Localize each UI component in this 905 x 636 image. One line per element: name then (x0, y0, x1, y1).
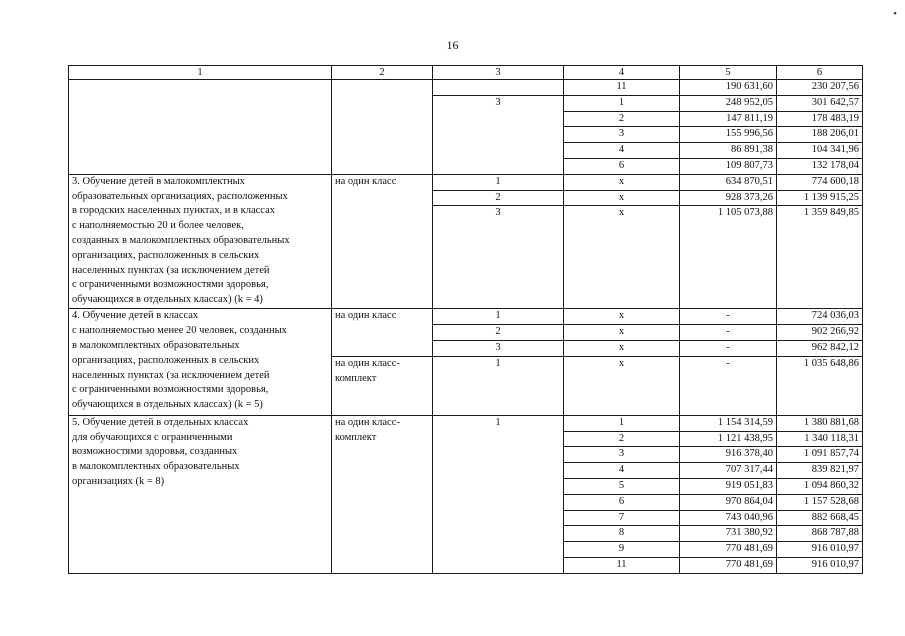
unit-cell: на один класс- комплект (332, 415, 433, 573)
value-cell-6: 188 206,01 (777, 127, 863, 143)
subgroup-cell: 2 (564, 111, 680, 127)
value-cell-5: 970 864,04 (680, 494, 777, 510)
value-cell-6: 1 359 849,85 (777, 206, 863, 309)
grade-cell: 1 (433, 174, 564, 190)
header-cell: 3 (433, 66, 564, 80)
value-cell-5: 1 154 314,59 (680, 415, 777, 431)
value-cell-5: 1 121 438,95 (680, 431, 777, 447)
value-cell-6: 1 340 118,31 (777, 431, 863, 447)
header-cell: 1 (69, 66, 332, 80)
value-cell-5: - (680, 340, 777, 356)
subgroup-cell: 8 (564, 526, 680, 542)
unit-cell: на один класс (332, 309, 433, 356)
header-cell: 6 (777, 66, 863, 80)
value-cell-5: 86 891,38 (680, 143, 777, 159)
subgroup-cell: 11 (564, 557, 680, 573)
value-cell-5: 770 481,69 (680, 542, 777, 558)
value-cell-5: 770 481,69 (680, 557, 777, 573)
value-cell-5: 147 811,19 (680, 111, 777, 127)
scan-mark: • (893, 8, 897, 20)
grade-cell: 2 (433, 190, 564, 206)
value-cell-6: 774 600,18 (777, 174, 863, 190)
value-cell-6: 1 035 648,86 (777, 356, 863, 415)
value-cell-5: 634 870,51 (680, 174, 777, 190)
value-cell-6: 962 842,12 (777, 340, 863, 356)
header-row (69, 66, 863, 80)
cost-table (68, 65, 863, 574)
value-cell-6: 1 139 915,25 (777, 190, 863, 206)
value-cell-5: 731 380,92 (680, 526, 777, 542)
value-cell-6: 916 010,97 (777, 542, 863, 558)
value-cell-5: 707 317,44 (680, 463, 777, 479)
page-number: 16 (446, 38, 459, 52)
subgroup-cell: 7 (564, 510, 680, 526)
grade-cell (433, 80, 564, 96)
unit-cell-continued (332, 80, 433, 175)
header-cell: 2 (332, 66, 433, 80)
value-cell-6: 1 380 881,68 (777, 415, 863, 431)
unit-cell: на один класс- комплект (332, 356, 433, 415)
value-cell-5: 1 105 073,88 (680, 206, 777, 309)
table-row (69, 309, 863, 325)
value-cell-5: - (680, 309, 777, 325)
value-cell-5: - (680, 325, 777, 341)
category-title-5: 5. Обучение детей в отдельных классах для обучающихся с ограниченными возможностями здоровья, созданных в малокомплектных образовательных организациях (k = 8) (69, 415, 332, 573)
value-cell-5: 248 952,05 (680, 95, 777, 111)
value-cell-6: 132 178,04 (777, 158, 863, 174)
category-title-4: 4. Обучение детей в классах с наполняемостью менее 20 человек, созданных в малокомплектных образовательных организациях, расположенных в сельских населенных пунктах (за исключением детей с ограниченными возможностями здоровья, обучающихся в отдельных классах) (k = 5) (69, 309, 332, 415)
subgroup-cell: 3 (564, 447, 680, 463)
value-cell-5: 155 996,56 (680, 127, 777, 143)
value-cell-5: 928 373,26 (680, 190, 777, 206)
subgroup-cell: 4 (564, 463, 680, 479)
subgroup-cell: х (564, 174, 680, 190)
subgroup-cell: х (564, 206, 680, 309)
subgroup-cell: 1 (564, 95, 680, 111)
table-row (69, 415, 863, 431)
value-cell-6: 916 010,97 (777, 557, 863, 573)
value-cell-5: - (680, 356, 777, 415)
subgroup-cell: 11 (564, 80, 680, 96)
value-cell-6: 1 094 860,32 (777, 478, 863, 494)
subgroup-cell: 6 (564, 158, 680, 174)
value-cell-6: 882 668,45 (777, 510, 863, 526)
table-row (69, 174, 863, 190)
subgroup-cell: 1 (564, 415, 680, 431)
value-cell-6: 868 787,88 (777, 526, 863, 542)
subgroup-cell: х (564, 309, 680, 325)
subgroup-cell: х (564, 190, 680, 206)
unit-cell: на один класс (332, 174, 433, 309)
value-cell-6: 724 036,03 (777, 309, 863, 325)
value-cell-5: 109 807,73 (680, 158, 777, 174)
grade-cell: 1 (433, 309, 564, 325)
grade-cell: 3 (433, 95, 564, 174)
subgroup-cell: 3 (564, 127, 680, 143)
value-cell-6: 902 266,92 (777, 325, 863, 341)
value-cell-5: 190 631,60 (680, 80, 777, 96)
value-cell-6: 839 821,97 (777, 463, 863, 479)
value-cell-6: 230 207,56 (777, 80, 863, 96)
subgroup-cell: 4 (564, 143, 680, 159)
header-cell: 4 (564, 66, 680, 80)
header-cell: 5 (680, 66, 777, 80)
grade-cell: 2 (433, 325, 564, 341)
value-cell-6: 104 341,96 (777, 143, 863, 159)
category-title-3: 3. Обучение детей в малокомплектных образовательных организациях, расположенных в городских населенных пунктах, и в классах с наполняемостью 20 и более человек, созданных в малокомплектных образовательных организациях, расположенных в сельских населенных пунктах (за исключением детей с ограниченными возможностями здоровья, обучающихся в отдельных классах) (k = 4) (69, 174, 332, 309)
subgroup-cell: 6 (564, 494, 680, 510)
subgroup-cell: х (564, 325, 680, 341)
subgroup-cell: х (564, 340, 680, 356)
value-cell-6: 301 642,57 (777, 95, 863, 111)
table-row (69, 80, 863, 96)
subgroup-cell: 9 (564, 542, 680, 558)
value-cell-5: 743 040,96 (680, 510, 777, 526)
subgroup-cell: 5 (564, 478, 680, 494)
value-cell-5: 916 378,40 (680, 447, 777, 463)
value-cell-6: 1 091 857,74 (777, 447, 863, 463)
subgroup-cell: х (564, 356, 680, 415)
grade-cell: 3 (433, 340, 564, 356)
grade-cell: 1 (433, 415, 564, 573)
subgroup-cell: 2 (564, 431, 680, 447)
value-cell-6: 1 157 528,68 (777, 494, 863, 510)
value-cell-5: 919 051,83 (680, 478, 777, 494)
grade-cell: 3 (433, 206, 564, 309)
category-cell-continued (69, 80, 332, 175)
value-cell-6: 178 483,19 (777, 111, 863, 127)
grade-cell: 1 (433, 356, 564, 415)
